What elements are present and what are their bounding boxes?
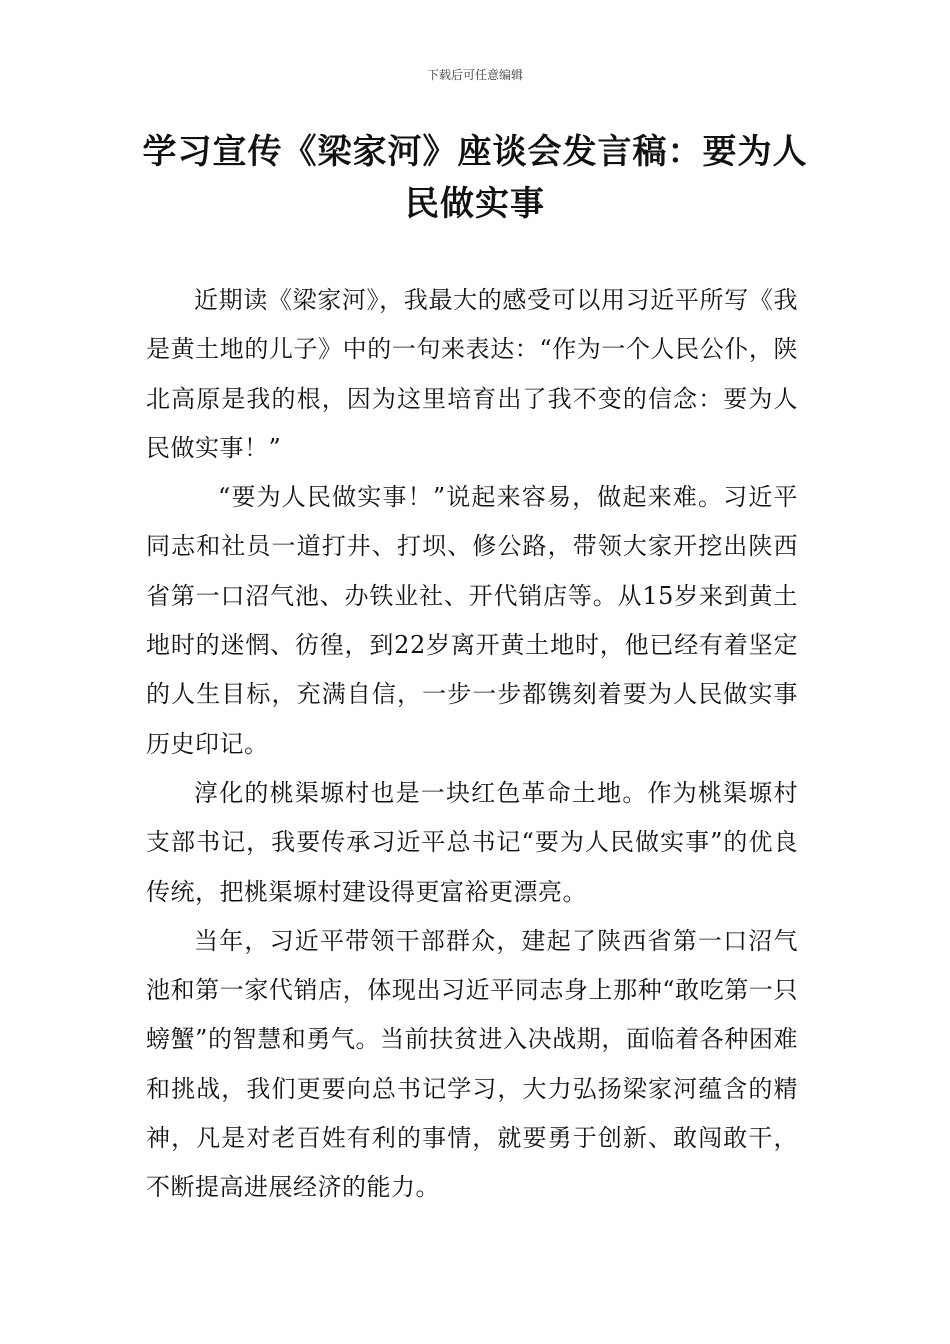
document-title: 学习宣传《梁家河》座谈会发言稿：要为人民做实事: [142, 132, 808, 224]
document-body: [146, 276, 798, 1213]
paragraph-4: 当年，习近平带领干部群众，建起了陕西省第一口沼气池和第一家代销店，体现出习近平同志身上那种“敢吃第一只螃蟹”的智慧和勇气。当前扶贫进入决战期，面临着各种困难和挑战，我们更要向总书记学习，大力弘扬梁家河蕴含的精神，凡是对老百姓有利的事情，就要勇于创新、敢闯敢干，不断提高进展经济的能力。: [146, 926, 798, 1202]
paragraph-1: 近期读《梁家河》，我最大的感受可以用习近平所写《我是黄土地的儿子》中的一句来表达：“作为一个人民公仆，陕北高原是我的根，因为这里培育出了我不变的信念：要为人民做实事！”: [146, 286, 798, 462]
paragraph-3: 淳化的桃渠塬村也是一块红色革命土地。作为桃渠塬村支部书记，我要传承习近平总书记“要为人民做实事”的优良传统，把桃渠塬村建设得更富裕更漂亮。: [146, 778, 798, 906]
paragraph-2: “要为人民做实事！”说起来容易，做起来难。习近平同志和社员一道打井、打坝、修公路，带领大家开挖出陕西省第一口沼气池、办铁业社、开代销店等。从15岁来到黄土地时的迷惘、彷徨，到22岁离开黄土地时，他已经有着坚定的人生目标，充满自信，一步一步都镌刻着要为人民做实事历史印记。: [146, 483, 798, 758]
header-note: 下载后可任意编辑: [426, 68, 523, 82]
